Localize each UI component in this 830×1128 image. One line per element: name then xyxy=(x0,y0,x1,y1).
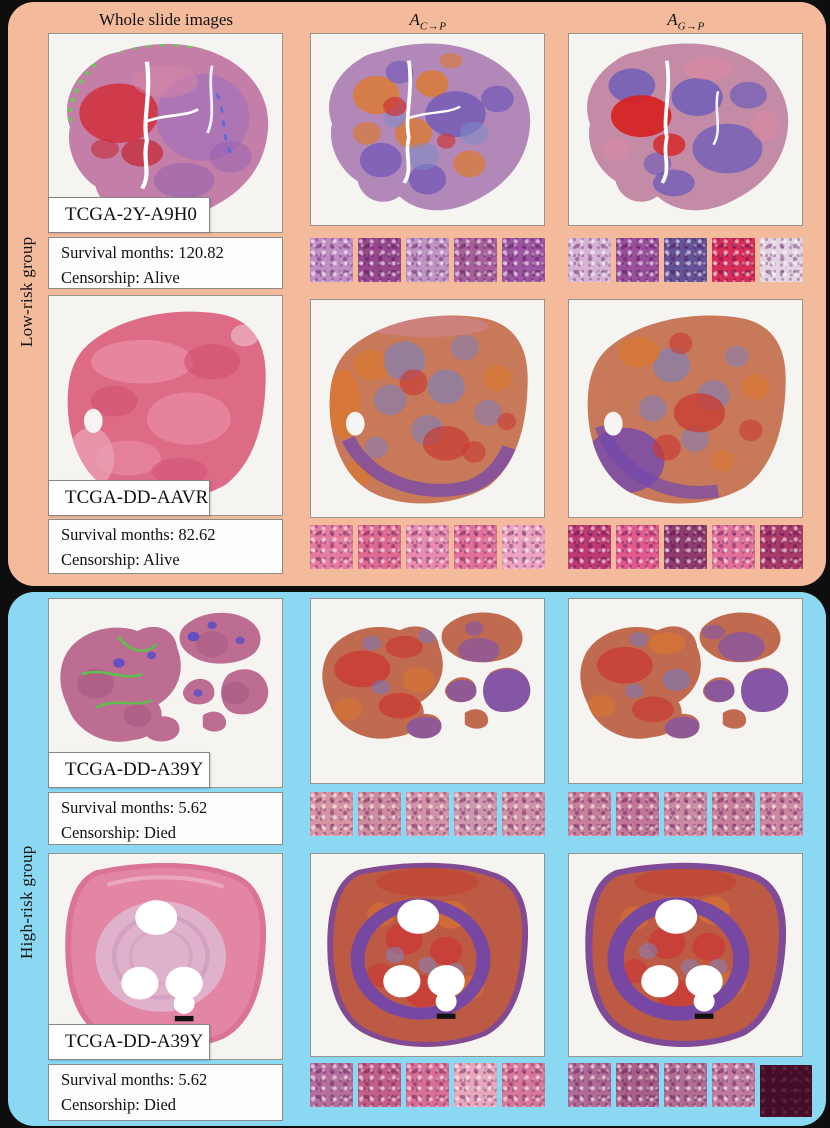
low-risk-group-panel xyxy=(8,2,826,586)
patch-thumbnail xyxy=(454,1063,497,1107)
patch-thumbnail xyxy=(616,238,659,282)
patch-strip-cp xyxy=(310,792,545,838)
survival-months-text: Survival months: 5.62 xyxy=(61,798,208,817)
patch-thumbnail xyxy=(616,1063,659,1107)
attention-subscript: G→P xyxy=(677,20,705,33)
patch-thumbnail xyxy=(406,238,449,282)
patch-thumbnail xyxy=(406,792,449,836)
attention-cp-panel xyxy=(310,33,545,226)
survival-months-text: Survival months: 120.82 xyxy=(61,243,224,262)
patch-strip-cp xyxy=(310,1063,545,1115)
attention-cp-map xyxy=(311,300,544,517)
patch-thumbnail xyxy=(406,525,449,569)
patch-thumbnail xyxy=(454,525,497,569)
attention-cp-panel xyxy=(310,299,545,518)
attention-cp-map xyxy=(311,854,544,1056)
sample-id-label xyxy=(48,197,210,233)
patch-thumbnail xyxy=(664,238,707,282)
censorship-text: Censorship: Alive xyxy=(61,549,180,569)
patch-thumbnail xyxy=(358,1063,401,1107)
patch-thumbnail xyxy=(760,525,803,569)
patch-thumbnail xyxy=(454,792,497,836)
patch-thumbnail xyxy=(712,1063,755,1107)
attention-cp-panel xyxy=(310,853,545,1057)
sample-info-box xyxy=(48,519,283,574)
patch-thumbnail xyxy=(502,792,545,836)
patch-thumbnail xyxy=(310,238,353,282)
patch-thumbnail xyxy=(664,792,707,836)
attention-cp-map xyxy=(311,34,544,225)
column-header-attention-cp xyxy=(410,10,447,32)
patch-thumbnail xyxy=(358,525,401,569)
attention-cp-panel xyxy=(310,598,545,784)
attention-symbol: A xyxy=(409,10,420,29)
patch-thumbnail xyxy=(568,792,611,836)
patch-thumbnail xyxy=(664,1063,707,1107)
censorship-text: Censorship: Died xyxy=(61,822,177,842)
group-label-low-risk: Low-risk group xyxy=(17,236,36,348)
column-header-wsi: Whole slide images xyxy=(98,10,234,29)
patch-thumbnail xyxy=(568,525,611,569)
attention-gp-map xyxy=(569,599,802,783)
patch-thumbnail xyxy=(454,238,497,282)
patch-thumbnail xyxy=(502,525,545,569)
attention-gp-map xyxy=(569,34,802,225)
patch-strip-cp xyxy=(310,525,545,572)
column-header-attention-gp xyxy=(667,10,705,32)
patch-thumbnail xyxy=(310,792,353,836)
sample-id-label xyxy=(48,480,210,516)
patch-thumbnail xyxy=(406,1063,449,1107)
attention-gp-map xyxy=(569,854,802,1056)
sample-id-text: TCGA-2Y-A9H0 xyxy=(65,204,197,225)
patch-strip-gp xyxy=(568,238,803,283)
sample-info-box xyxy=(48,1064,283,1121)
attention-gp-map xyxy=(569,300,802,517)
patch-thumbnail xyxy=(760,792,803,836)
attention-symbol: A xyxy=(667,10,678,29)
censorship-text: Censorship: Alive xyxy=(61,267,180,287)
patch-strip-gp xyxy=(568,1063,803,1115)
attention-subscript: C→P xyxy=(419,20,447,33)
attention-gp-panel xyxy=(568,853,803,1057)
patch-thumbnail xyxy=(664,525,707,569)
patch-strip-gp xyxy=(568,792,803,838)
patch-thumbnail xyxy=(568,1063,611,1107)
censorship-text: Censorship: Died xyxy=(61,1094,177,1114)
attention-gp-panel xyxy=(568,299,803,518)
patch-strip-cp xyxy=(310,238,545,283)
patch-thumbnail xyxy=(358,792,401,836)
patch-thumbnail xyxy=(760,238,803,282)
patch-strip-gp xyxy=(568,525,803,572)
patch-thumbnail xyxy=(616,792,659,836)
patch-thumbnail xyxy=(712,525,755,569)
survival-months-text: Survival months: 5.62 xyxy=(61,1070,208,1089)
sample-id-text: TCGA-DD-AAVR xyxy=(65,487,209,508)
sample-id-label xyxy=(48,752,210,788)
patch-thumbnail xyxy=(502,238,545,282)
patch-thumbnail xyxy=(310,1063,353,1107)
patch-thumbnail xyxy=(358,238,401,282)
survival-months-text: Survival months: 82.62 xyxy=(61,525,216,544)
sample-info-box xyxy=(48,792,283,845)
patch-thumbnail xyxy=(712,792,755,836)
sample-id-text: TCGA-DD-A39Y xyxy=(65,759,204,780)
patch-thumbnail xyxy=(616,525,659,569)
patch-thumbnail xyxy=(712,238,755,282)
sample-id-text: TCGA-DD-A39Y xyxy=(65,1031,204,1052)
patch-thumbnail xyxy=(568,238,611,282)
patch-thumbnail xyxy=(502,1063,545,1107)
attention-cp-map xyxy=(311,599,544,783)
high-risk-group-panel xyxy=(8,592,826,1126)
attention-gp-panel xyxy=(568,33,803,226)
patch-thumbnail xyxy=(310,525,353,569)
attention-gp-panel xyxy=(568,598,803,784)
patch-thumbnail xyxy=(760,1065,812,1117)
sample-info-box xyxy=(48,237,283,289)
group-label-high-risk: High-risk group xyxy=(17,845,36,959)
sample-id-label xyxy=(48,1024,210,1060)
